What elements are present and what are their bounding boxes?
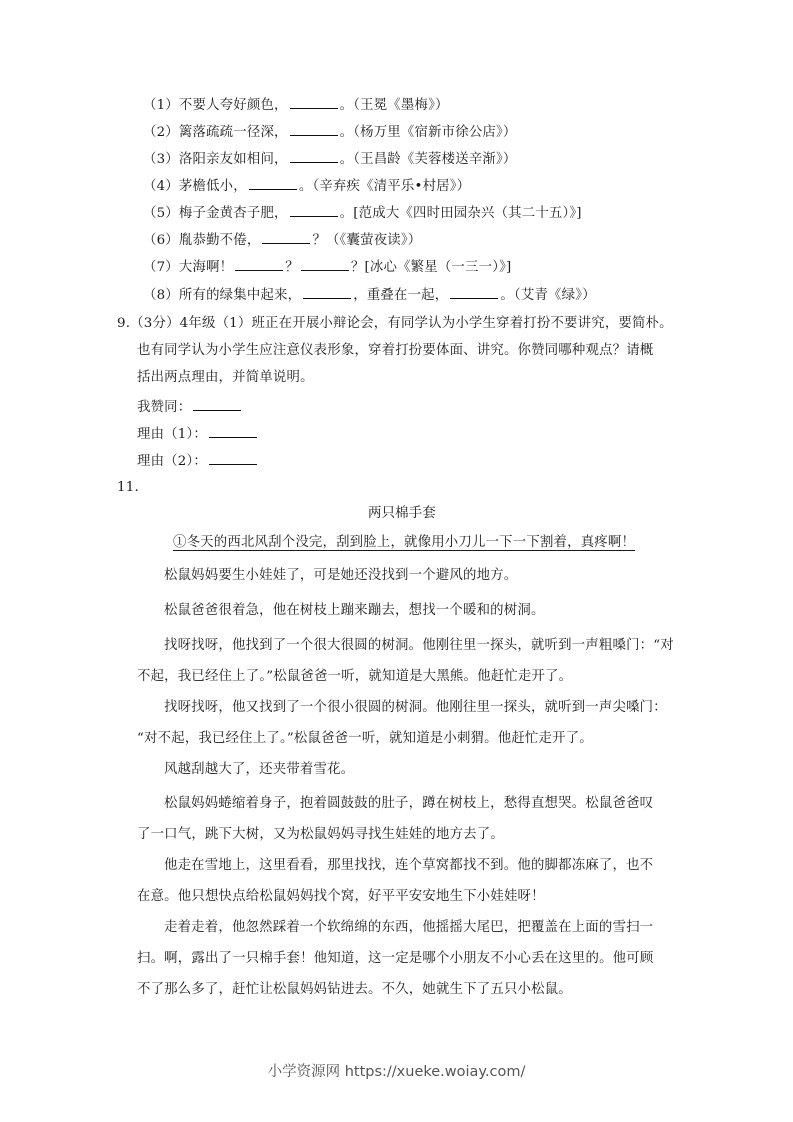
item-source: 。（王冕《墨梅》） [339, 98, 449, 113]
passage-paragraph: 找呀找呀，他找到了一个很大很圆的树洞。他刚往里一探头，就听到一声粗嗓门：“对 [164, 638, 674, 653]
item-number: （1） [143, 98, 179, 113]
agree-label: 我赞同： [137, 400, 192, 415]
item-text: 所有的绿集中起来， [178, 288, 302, 303]
passage-paragraph: 走着走着，他忽然踩着一个软绵绵的东西，他摇摇大尾巴，把覆盖在上面的雪扫一 [164, 920, 654, 935]
answer-blank[interactable] [450, 284, 498, 299]
item-text-mid: ，重叠在一起， [353, 288, 449, 303]
reason2-blank[interactable] [209, 450, 257, 465]
passage-paragraph-cont: 扫。啊，露出了一只棉手套！他知道，这一定是哪个小朋友不小心丢在这里的。他可顾 [137, 951, 654, 966]
footer-watermark: 小学资源网 https://xueke.woiay.com/ [267, 1064, 526, 1080]
reason1-label: 理由（1）： [137, 427, 207, 442]
agree-blank[interactable] [193, 396, 241, 411]
item-number: （6） [143, 233, 179, 248]
poem-item-7 [143, 256, 511, 278]
answer-blank[interactable] [290, 202, 338, 217]
item-text-mid: ？ [285, 260, 299, 275]
passage-paragraph-cont: 不了那么多了，赶忙让松鼠妈妈钻进去。不久，她就生下了五只小松鼠。 [137, 982, 572, 997]
passage-paragraph: 他走在雪地上，这里看看，那里找找，连个草窝都找不到。他的脚都冻麻了，也不 [164, 858, 654, 873]
poem-item-8 [143, 284, 596, 306]
reason1-blank[interactable] [209, 423, 257, 438]
poem-item-6 [143, 229, 421, 251]
answer-blank[interactable] [249, 175, 297, 190]
item-text: 篱落疏疏一径深， [178, 125, 288, 140]
passage-paragraph: 风越刮越大了，还夹带着雪花。 [164, 762, 355, 777]
item-number: （5） [143, 206, 179, 221]
passage-paragraph-cont: 不起，我已经住上了。”松鼠爸爸一听，就知道是大黑熊。他赶忙走开了。 [137, 669, 573, 684]
item-text: 不要人夸好颜色， [178, 98, 288, 113]
poem-item-2 [143, 121, 517, 143]
answer-blank[interactable] [301, 256, 349, 271]
answer-blank[interactable] [235, 256, 283, 271]
question-11-number: 11. [117, 480, 139, 495]
item-source: ？[冰心《繁星（一三一）》] [350, 260, 512, 275]
answer-blank[interactable] [290, 121, 338, 136]
passage-sentence-1-underlined: ①冬天的西北风刮个没完，刮到脸上，就像用小刀儿一下一下割着，真疼啊！ [173, 535, 636, 550]
answer-blank[interactable] [290, 148, 338, 163]
item-source: 。[范成大《四时田园杂兴（其二十五）》] [339, 206, 582, 221]
reason2-label: 理由（2）： [137, 454, 207, 469]
item-source: 。（王昌龄《芙蓉楼送辛渐》） [339, 152, 517, 167]
item-number: （8） [143, 288, 179, 303]
item-source: 。（辛弃疾《清平乐•村居》） [298, 179, 471, 194]
passage-paragraph: 松鼠爸爸很着急，他在树枝上蹦来蹦去，想找一个暖和的树洞。 [164, 603, 545, 618]
item-text: 大海啊！ [178, 260, 234, 275]
passage-paragraph: 找呀找呀，他又找到了一个很小很圆的树洞。他刚往里一探头，就听到一声尖嗓门： [164, 700, 667, 715]
passage-title: 两只棉手套 [368, 506, 436, 521]
poem-item-4 [143, 175, 470, 197]
item-number: （7） [143, 260, 179, 275]
question-9-line2: 也有同学认为小学生应注意仪表形象，穿着打扮要体面、讲究。你赞同哪种观点？请概 [137, 343, 654, 358]
passage-paragraph: 松鼠妈妈蜷缩着身子，抱着圆鼓鼓的肚子，蹲在树枝上，愁得直想哭。松鼠爸爸叹 [164, 796, 654, 811]
item-number: （4） [143, 179, 179, 194]
passage-paragraph-cont: 在意。他只想快点给松鼠妈妈找个窝，好平平安安地生下小娃娃呀！ [137, 889, 545, 904]
question-9-line1: 9.（3分）4年级（1）班正在开展小辩论会，有同学认为小学生穿着打扮不要讲究，要简朴。 [117, 316, 673, 331]
answer-blank[interactable] [290, 94, 338, 109]
answer-blank[interactable] [303, 284, 351, 299]
item-source: ？（《囊萤夜读》） [312, 233, 422, 248]
item-source: 。（杨万里《宿新市徐公店》） [339, 125, 517, 140]
item-number: （2） [143, 125, 179, 140]
reason1-row [137, 423, 259, 445]
poem-item-1 [143, 94, 449, 116]
item-source: 。（艾青《绿》） [500, 288, 596, 303]
poem-item-3 [143, 148, 517, 170]
item-text: 梅子金黄杏子肥， [178, 206, 288, 221]
item-text: 洛阳亲友如相问， [178, 152, 288, 167]
question-9-line3: 括出两点理由，并简单说明。 [137, 370, 314, 385]
answer-blank[interactable] [262, 229, 310, 244]
passage-paragraph-cont: “对不起，我已经住上了。”松鼠爸爸一听，就知道是小刺猬。他赶忙走开了。 [137, 731, 593, 746]
agree-row [137, 396, 243, 418]
passage-paragraph: 松鼠妈妈要生小娃娃了，可是她还没找到一个避风的地方。 [164, 568, 518, 583]
passage-paragraph-cont: 了一口气，跳下大树，又为松鼠妈妈寻找生娃娃的地方去了。 [137, 827, 504, 842]
item-text: 茅檐低小， [178, 179, 247, 194]
reason2-row [137, 450, 259, 472]
poem-item-5 [143, 202, 582, 224]
item-text: 胤恭勤不倦， [178, 233, 261, 248]
item-number: （3） [143, 152, 179, 167]
